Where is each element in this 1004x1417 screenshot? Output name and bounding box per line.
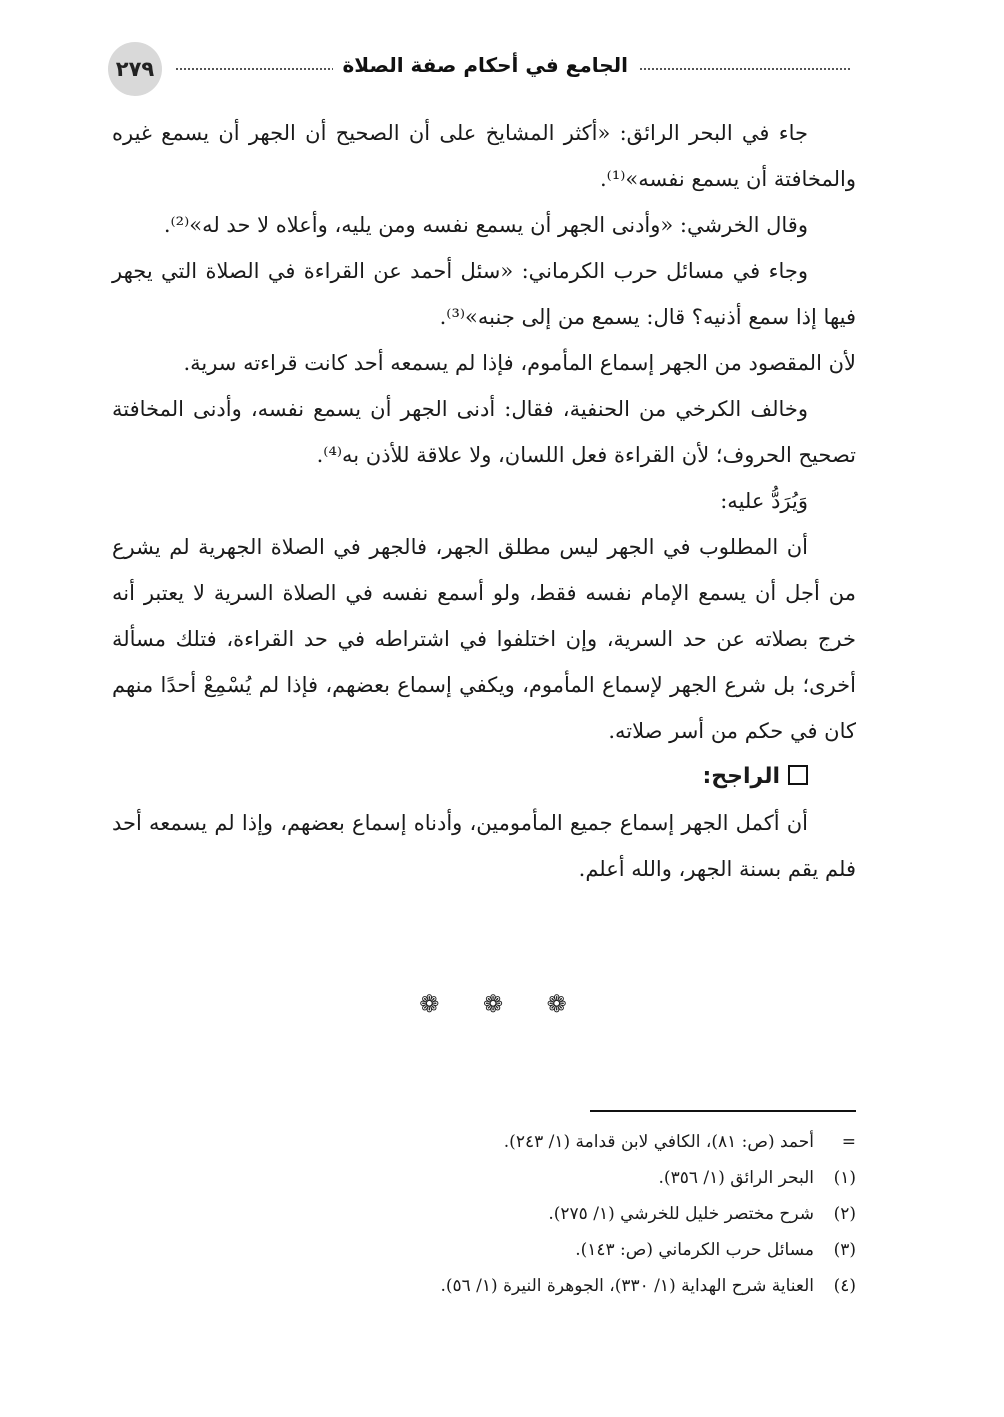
footnote-text: مسائل حرب الكرماني (ص: ١٤٣). (575, 1240, 814, 1260)
footnote-item (112, 1160, 856, 1196)
square-bullet-icon (788, 765, 808, 785)
page-header (108, 42, 850, 98)
paragraph-bahr: جاء في البحر الرائق: «أكثر المشايخ على أن الصحيح أن الجهر أن يسمع غيره والمخافتة أن يسمع نفسه»⁽¹⁾. (112, 121, 856, 191)
section-heading (112, 754, 856, 800)
footnote-item (112, 1196, 856, 1232)
paragraph-rebuttal: أن المطلوب في الجهر ليس مطلق الجهر، فالجهر في الصلاة الجهرية لم يشرع من أجل أن يسمع الإمام نفسه فقط، ولو أسمع نفسه في الصلاة السرية لا يعتبر أنه خرج بصلاته عن حد السرية، وإن اختلفوا في اشتراطه في حد القراءة، فتلك مسألة أخرى؛ بل شرع الجهر لإسماع المأموم، ويكفي إسماع بعضهم، فإذا لم يُسْمِعْ أحدًا منهم كان في حكم من أسر صلاته. (112, 535, 856, 743)
footnote-mark: (٣) (833, 1240, 856, 1260)
main-text (112, 110, 856, 892)
footnote-separator (590, 1110, 856, 1112)
footnotes (112, 1124, 856, 1304)
section-ornament: ❁ ❁ ❁ (419, 990, 585, 1018)
footnote-item (112, 1124, 856, 1160)
paragraph-harb: وجاء في مسائل حرب الكرماني: «سئل أحمد عن القراءة في الصلاة التي يجهر فيها إذا سمع أذنيه؟ قال: يسمع من إلى جنبه»⁽³⁾. (112, 259, 856, 329)
page-number: ٢٧٩ (108, 42, 162, 96)
footnote-mark: (١) (833, 1168, 856, 1188)
paragraph-conclusion: أن أكمل الجهر إسماع جميع المأمومين، وأدناه إسماع بعضهم، وإذا لم يسمعه أحد فلم يقم بسنة الجهر، والله أعلم. (112, 811, 856, 881)
footnote-mark: = (841, 1132, 856, 1152)
footnote-text: البحر الرائق (١/ ٣٥٦). (658, 1168, 814, 1188)
paragraph-reason: لأن المقصود من الجهر إسماع المأموم، فإذا لم يسمعه أحد كانت قراءته سرية. (183, 351, 856, 375)
footnote-text: شرح مختصر خليل للخرشي (١/ ٢٧٥). (548, 1204, 814, 1224)
paragraph-rebuttal-lead: وَيُرَدُّ عليه: (720, 489, 808, 513)
paragraph-kharshi: وقال الخرشي: «وأدنى الجهر أن يسمع نفسه ومن يليه، وأعلاه لا حد له»⁽²⁾. (163, 213, 808, 237)
paragraph-karkhi: وخالف الكرخي من الحنفية، فقال: أدنى الجهر أن يسمع نفسه، وأدنى المخافتة تصحيح الحروف؛ لأن القراءة فعل اللسان، ولا علاقة للأذن به⁽⁴⁾. (112, 397, 856, 467)
footnote-text: العناية شرح الهداية (١/ ٣٣٠)، الجوهرة النيرة (١/ ٥٦). (440, 1276, 814, 1296)
footnote-item (112, 1232, 856, 1268)
footnote-mark: (٢) (833, 1204, 856, 1224)
footnote-text: أحمد (ص: ٨١)، الكافي لابن قدامة (١/ ٢٤٣). (503, 1132, 814, 1152)
footnote-item (112, 1268, 856, 1304)
heading-text: الراجح: (702, 764, 780, 789)
running-title: الجامع في أحكام صفة الصلاة (333, 53, 639, 77)
footnote-mark: (٤) (833, 1276, 856, 1296)
